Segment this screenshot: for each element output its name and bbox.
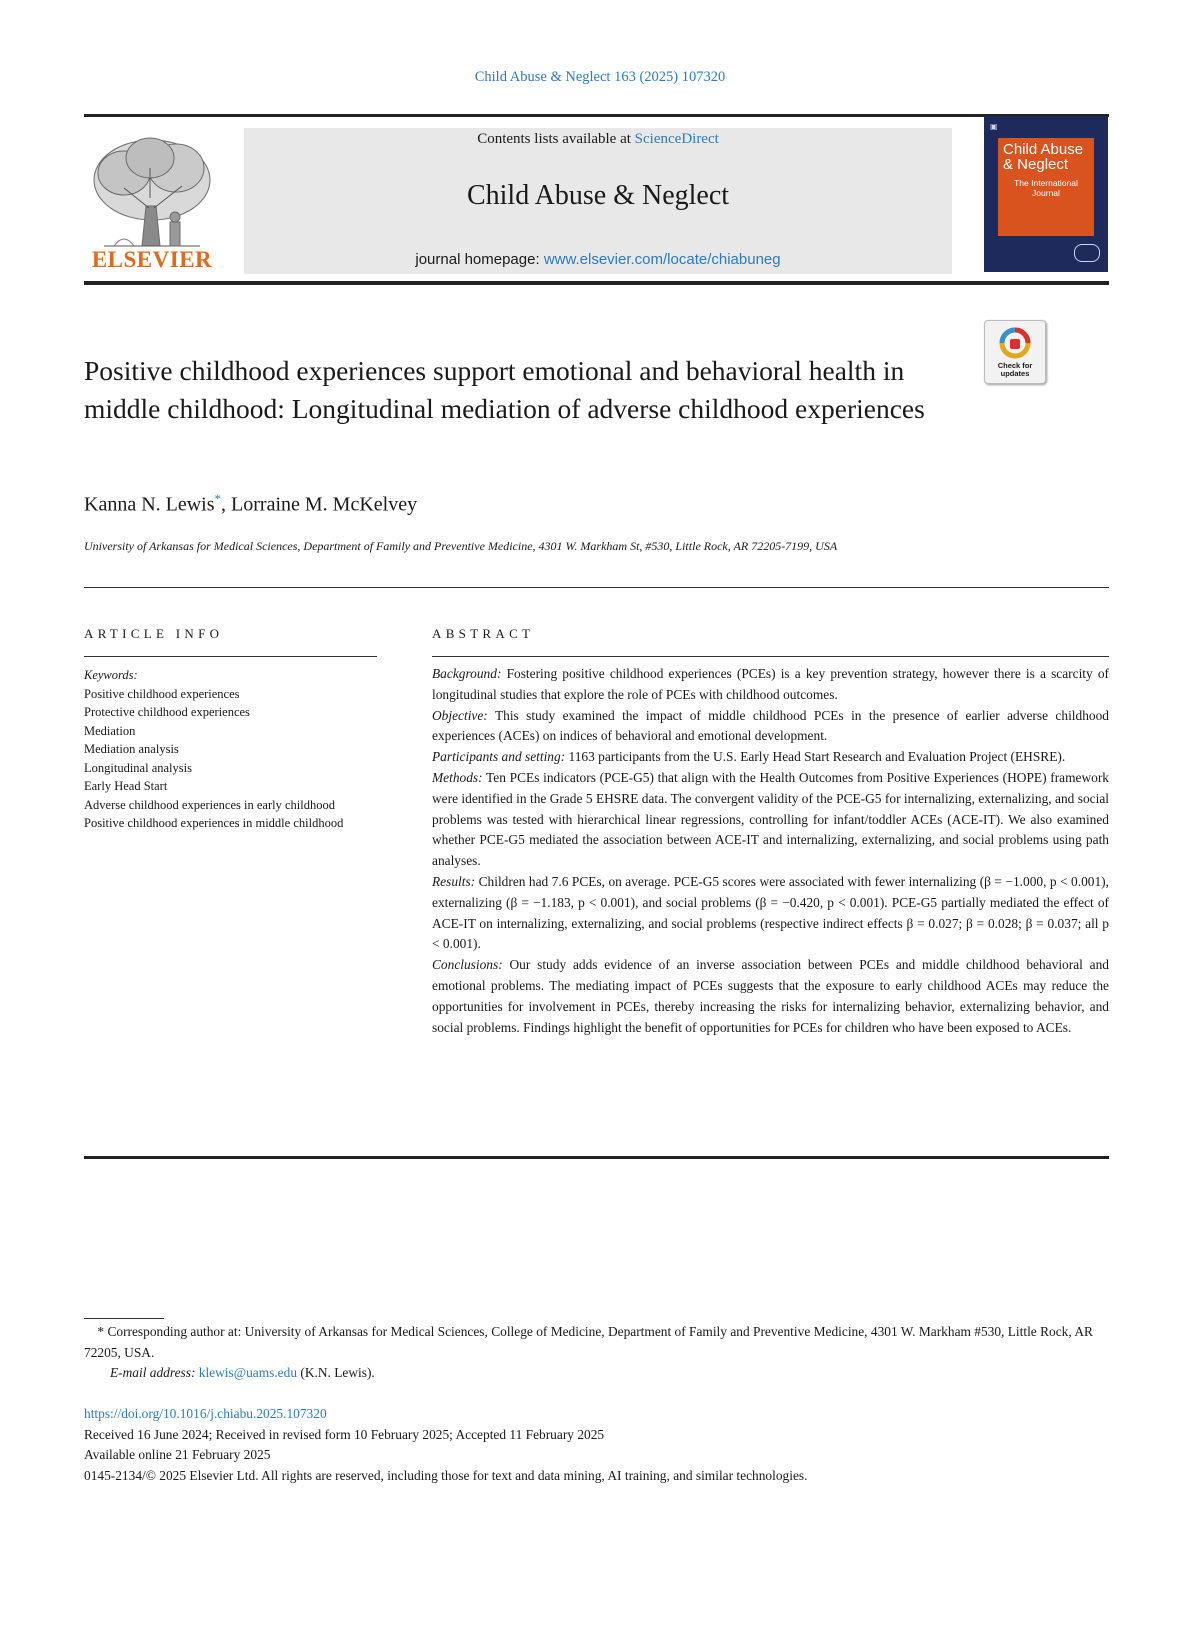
- corresponding-author-text: Corresponding author at: University of Arkansas for Medical Sciences, College of Medicine, Department of Family and Preventive Medicine, 4301 W. Markham #530, Little Rock, AR 72205, USA.: [84, 1324, 1093, 1360]
- keyword-item: Mediation: [84, 723, 136, 738]
- abstract-section-label: Results:: [432, 873, 476, 889]
- cover-seal-icon: [1074, 244, 1100, 262]
- abstract-section-label: Participants and setting:: [432, 749, 566, 765]
- abstract-heading: ABSTRACT: [432, 626, 535, 641]
- keyword-item: Mediation analysis: [84, 742, 179, 756]
- journal-cover-thumbnail: [984, 116, 1108, 272]
- journal-citation[interactable]: Child Abuse & Neglect 163 (2025) 107320: [474, 69, 726, 85]
- section-divider: [84, 587, 1109, 588]
- abstract-paragraph: [432, 664, 1109, 706]
- footnote-rule: [84, 1318, 164, 1319]
- copyright-line: 0145-2134/© 2025 Elsevier Ltd. All rights are reserved, including those for text and data mining, AI training, and similar technologies.: [84, 1467, 808, 1483]
- abstract-section-label: Background:: [432, 666, 502, 681]
- abstract-paragraph: [432, 706, 1109, 748]
- abstract-section-label: Objective:: [432, 707, 488, 723]
- journal-name: Child Abuse & Neglect: [466, 180, 730, 211]
- doi-link[interactable]: https://doi.org/10.1016/j.chiabu.2025.107320: [84, 1406, 327, 1421]
- abstract-section-text: This study examined the impact of middle childhood PCEs in the presence of earlier adverse childhood experiences (ACEs) on indices of behavioral and emotional development.: [432, 707, 1109, 744]
- keywords-label: Keywords:: [84, 668, 138, 682]
- abstract-section-text: Ten PCEs indicators (PCE-G5) that align with the Health Outcomes from Positive Experiences (HOPE) framework were identified in the Grade 5 EHSRE data. The convergent validity of the PCE-G5 for internalizing, externalizing, and social problems was tested with hierarchical linear regressions, controlling for infant/toddler ACEs (ACE-IT). We also examined whether PCE-G5 mediated the association between ACE-IT and internalizing, externalizing, and social problems using path analyses.: [432, 769, 1109, 869]
- contents-line: [244, 131, 952, 148]
- journal-homepage-line: [244, 251, 952, 268]
- article-title: Positive childhood experiences support emotional and behavioral health in middle childhood: Longitudinal mediation of adverse childhood experiences: [84, 355, 925, 424]
- abstract-paragraph: [432, 955, 1109, 1038]
- header-bottom-rule: [84, 281, 1109, 285]
- email-label: E-mail address:: [110, 1365, 196, 1380]
- keyword-item: Adverse childhood experiences in early childhood: [84, 797, 335, 812]
- email-suffix: (K.N. Lewis).: [297, 1365, 375, 1380]
- corresponding-author-mark[interactable]: *: [214, 491, 222, 506]
- header-top-rule: [84, 114, 1109, 117]
- cover-subtitle: The International Journal: [1014, 178, 1078, 198]
- cover-title-panel: [998, 138, 1094, 236]
- publication-info: [84, 1404, 1109, 1486]
- abstract-section-text: Fostering positive childhood experiences (PCEs) is a key prevention strategy, however there is a scarcity of longitudinal studies that explore the role of PCEs with childhood outcomes.: [432, 666, 1109, 702]
- keyword-item: Protective childhood experiences: [84, 705, 250, 719]
- footnote-mark: *: [97, 1324, 105, 1339]
- keyword-item: Positive childhood experiences in middle childhood: [84, 816, 344, 830]
- abstract-section-label: Methods:: [432, 769, 483, 785]
- abstract-bottom-rule: [84, 1156, 1109, 1159]
- email-line: [84, 1363, 1109, 1384]
- author-separator: ,: [221, 493, 232, 516]
- homepage-prefix: journal homepage:: [415, 251, 544, 268]
- abstract-section-text: Children had 7.6 PCEs, on average. PCE-G5 scores were associated with fewer internalizing (β = −1.000, p < 0.001), externalizing (β = −1.183, p < 0.001), and social problems (β = −0.420, p < 0.001). PCE-G5 partially mediated the effect of ACE-IT on internalizing, externalizing, and social problems (respective indirect effects β = 0.027; β = 0.028; β = 0.037; all p < 0.001).: [432, 873, 1109, 952]
- author-email-link[interactable]: klewis@uams.edu: [198, 1365, 298, 1380]
- keywords-block: [84, 666, 374, 833]
- contents-prefix: Contents lists available at: [477, 131, 635, 147]
- received-dates: Received 16 June 2024; Received in revised form 10 February 2025; Accepted 11 February 2025: [84, 1426, 605, 1442]
- sciencedirect-link[interactable]: ScienceDirect: [634, 131, 719, 147]
- journal-homepage-link[interactable]: www.elsevier.com/locate/chiabuneg: [543, 251, 781, 268]
- check-updates-label: Check for updates: [997, 361, 1033, 378]
- cover-title: Child Abuse & Neglect: [1003, 141, 1084, 173]
- check-updates-icon: [999, 327, 1031, 359]
- article-info-heading: ARTICLE INFO: [84, 626, 224, 641]
- check-for-updates-button[interactable]: [984, 320, 1046, 384]
- keyword-item: Positive childhood experiences: [84, 686, 240, 701]
- elsevier-wordmark: ELSEVIER: [91, 247, 213, 272]
- cover-elsevier-icon: ▣: [990, 122, 998, 131]
- article-info-rule: [84, 656, 377, 657]
- abstract-section-label: Conclusions:: [432, 957, 503, 973]
- keyword-item: Longitudinal analysis: [84, 760, 192, 775]
- abstract-paragraph: [432, 872, 1109, 955]
- abstract-body: [432, 664, 1109, 1038]
- footnote: [84, 1322, 1109, 1384]
- keyword-item: Early Head Start: [84, 779, 168, 793]
- author-name: Lorraine M. McKelvey: [231, 493, 418, 516]
- abstract-paragraph: [432, 747, 1109, 768]
- corresponding-author-note: [84, 1322, 1109, 1363]
- abstract-section-text: 1163 participants from the U.S. Early Head Start Research and Evaluation Project (EHSRE).: [565, 749, 1066, 765]
- abstract-section-text: Our study adds evidence of an inverse association between PCEs and middle childhood behavioral and emotional problems. The mediating impact of PCEs suggests that the exposure to early childhood ACEs may reduce the opportunities for involvement in PCEs, thereby increasing the risks for internalizing behavior, externalizing behavior, and social problems. Findings highlight the benefit of opportunities for PCEs for children who have been exposed to ACEs.: [432, 957, 1109, 1035]
- available-online: Available online 21 February 2025: [84, 1447, 271, 1462]
- author-affiliation: University of Arkansas for Medical Sciences, Department of Family and Preventive Medicine, 4301 W. Markham St, #530, Little Rock, AR 72205-7199, USA: [84, 539, 838, 553]
- author-name: Kanna N. Lewis: [84, 493, 215, 516]
- abstract-rule: [432, 656, 1109, 657]
- author-list: [84, 491, 417, 517]
- abstract-paragraph: [432, 768, 1109, 872]
